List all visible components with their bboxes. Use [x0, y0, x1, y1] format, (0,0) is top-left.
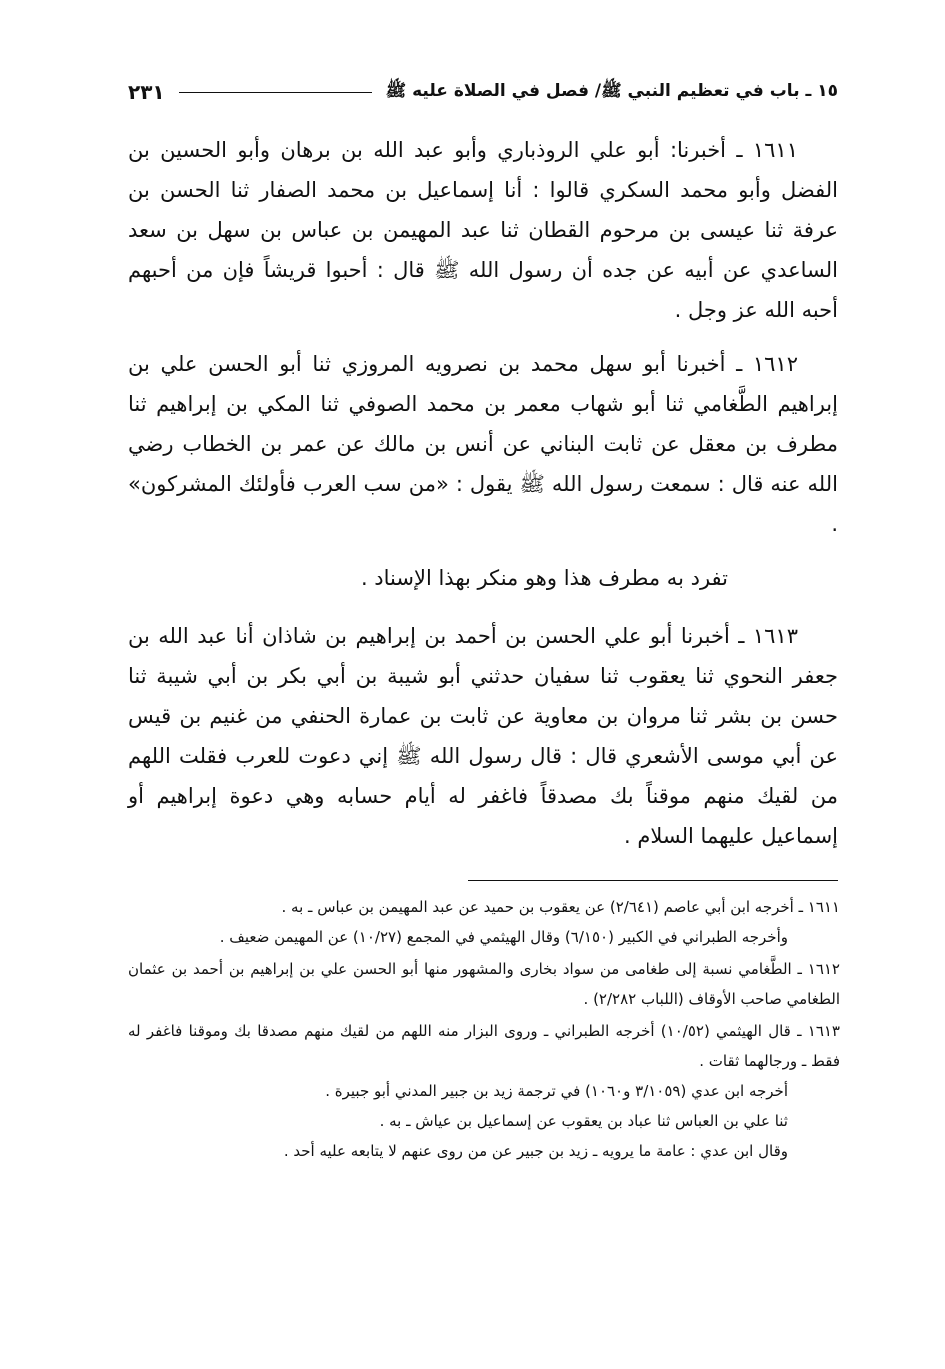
footnote-line: ١٦١١ ـ أخرجه ابن أبي عاصم (٢/٦٤١) عن يعقوب بن حميد عن عبد المهيمن بن عباس ـ به .: [281, 898, 840, 916]
footnote-subline: ثنا علي بن العباس ثنا عباد بن يعقوب عن إسماعيل بن عياش ـ به .: [379, 1112, 788, 1130]
header-rule: [179, 92, 372, 93]
hadith-1612: ١٦١٢ ـ أخبرنا أبو سهل محمد بن نصرويه المروزي ثنا أبو الحسن علي بن إبراهيم الطَّغامي ثنا أبو شهاب معمر بن محمد الصوفي ثنا المكي بن إبراهيم ثنا مطرف بن معقل عن ثابت البناني عن أنس بن مالك عن عمر بن الخطاب رضي الله عنه قال : سمعت رسول الله ﷺ يقول : «من سب العرب فأولئك المشركون» .: [128, 352, 838, 536]
page-number: ٢٣١: [128, 80, 165, 104]
footnote-1612: [128, 954, 840, 1014]
footnote-1611: [128, 892, 840, 952]
footnote-subline: أخرجه ابن عدي (٣/١٠٥٩ و١٠٦٠) في ترجمة زيد بن جبير المدني أبو جبيرة .: [325, 1082, 788, 1100]
footnotes: [128, 892, 840, 1168]
footnote-line: ١٦١٢ ـ الطَّغامي نسبة إلى طغامى من سواد بخارى والمشهور منها أبو الحسن علي بن إبراهيم بن أحمد بن عثمان الطغامي صاحب الأوقاف (اللباب ٢/٢٨٢) .: [128, 960, 840, 1008]
footnote-rule: [468, 880, 838, 881]
footnote-subline: وأخرجه الطبراني في الكبير (٦/١٥٠) وقال الهيثمي في المجمع (١٠/٢٧) عن المهيمن ضعيف .: [219, 928, 788, 946]
running-header: [128, 72, 838, 112]
main-text: [128, 130, 838, 870]
hadith-1613: ١٦١٣ ـ أخبرنا أبو علي الحسن بن أحمد بن إبراهيم بن شاذان أنا عبد الله بن جعفر النحوي ثنا يعقوب ثنا سفيان حدثني أبو شيبة بن أبي بكر بن أبي شيبة ثنا حسن بن بشر ثنا مروان بن معاوية عن ثابت بن عمارة الحنفي من غنيم بن قيس عن أبي موسى الأشعري قال : قال رسول الله ﷺ إني دعوت للعرب فقلت اللهم من لقيك منهم موقناً بك مصدقاً فاغفر له أيام حسابه وهي دعوة إبراهيم أو إسماعيل عليهما السلام .: [128, 624, 838, 848]
hadith-1611: ١٦١١ ـ أخبرنا: أبو علي الروذباري وأبو عبد الله بن برهان وأبو الحسين بن الفضل وأبو محمد السكري قالوا : أنا إسماعيل بن محمد الصفار ثنا الحسن بن عرفة ثنا عيسى بن مرحوم القطان ثنا عبد المهيمن بن عباس بن سهل بن سعد الساعدي عن أبيه عن جده أن رسول الله ﷺ قال : أحبوا قريشاً فإن من أحبهم أحبه الله عز وجل .: [128, 138, 838, 322]
footnote-subline: وقال ابن عدي : عامة ما يرويه ـ زيد بن جبير عن من روى عنهم لا يتابعه عليه أحد .: [283, 1142, 788, 1160]
chapter-title: ١٥ ـ باب في تعظيم النبي ﷺ/ فصل في الصلاة عليه ﷺ: [385, 80, 838, 101]
footnote-1613: [128, 1016, 840, 1166]
footnote-line: ١٦١٣ ـ قال الهيثمي (١٠/٥٢) أخرجه الطبراني ـ وروى البزار منه اللهم من لقيك منهم مصدقا بك وموقنا فاغفر له فقط ـ ورجالهما ثقات .: [128, 1022, 840, 1070]
hadith-1612-note: تفرد به مطرف هذا وهو منكر بهذا الإسناد .: [360, 566, 728, 590]
